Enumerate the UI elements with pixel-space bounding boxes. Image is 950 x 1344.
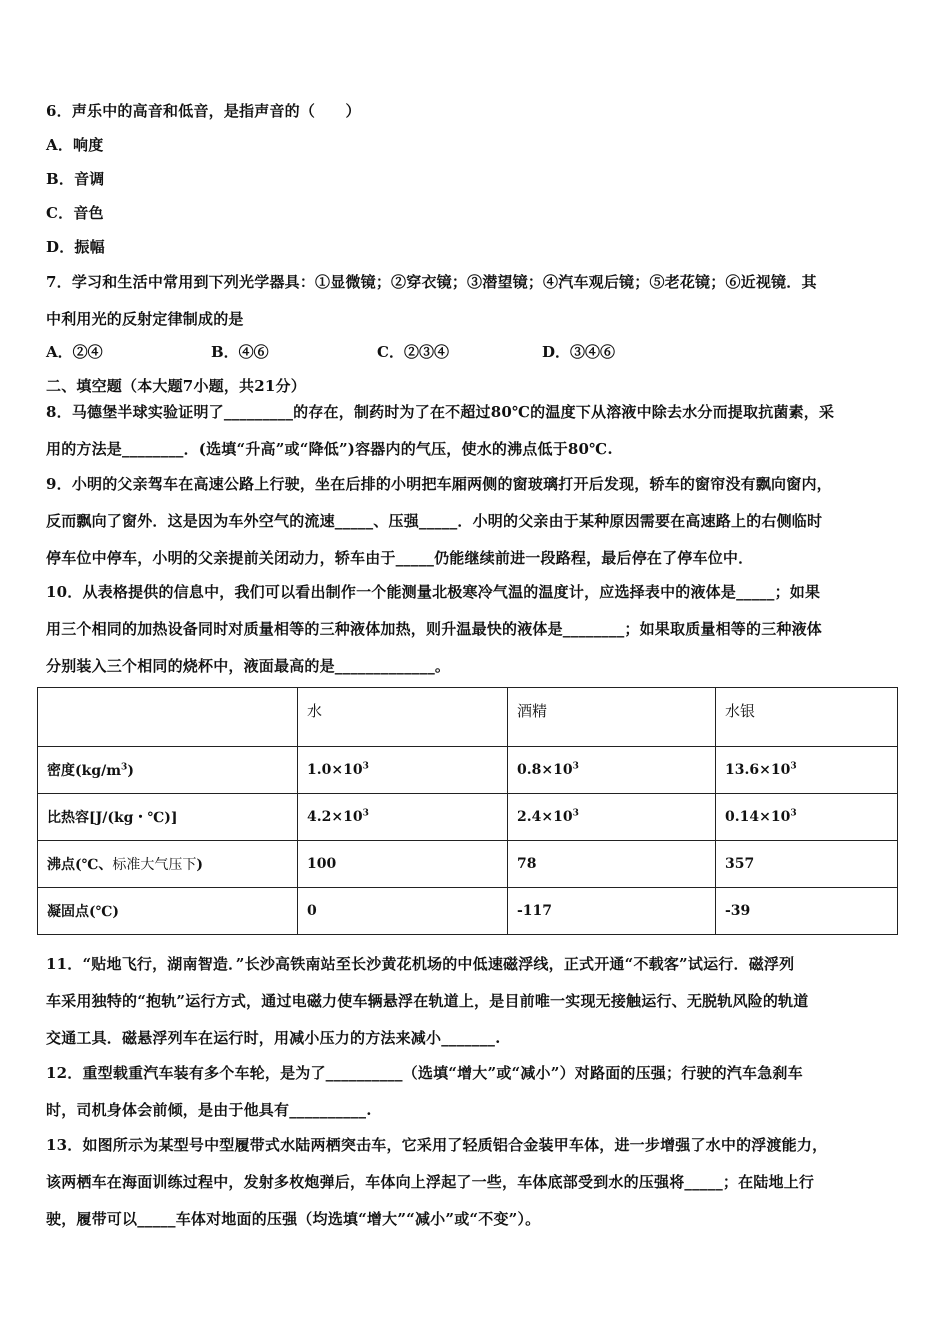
table-cell: $1.0\times 10^3$ <box>298 747 508 794</box>
liquid-properties-table <box>37 687 898 935</box>
section-title: 二、填空题（本大题7小题，共21分） <box>46 377 306 395</box>
q6-option-a: A．响度 <box>46 136 104 154</box>
q8-line2: 用的方法是________．(选填“升高”或“降低”)容器内的气压，使水的沸点低于80℃. <box>46 440 613 458</box>
q7-stem-line1: 7．学习和生活中常用到下列光学器具：①显微镜；②穿衣镜；③潜望镜；④汽车观后镜；⑤老花镜；⑥近视镜．其 <box>46 273 817 291</box>
q9-line1: 9．小明的父亲驾车在高速公路上行驶，坐在后排的小明把车厢两侧的窗玻璃打开后发现，轿车的窗帘没有飘向窗内， <box>46 475 832 493</box>
q12-line1: 12．重型载重汽车装有多个车轮，是为了__________（选填“增大”或“减小”）对路面的压强；行驶的汽车急刹车 <box>46 1064 803 1082</box>
q6-option-d: D．振幅 <box>46 238 105 256</box>
table-cell: $2.4\times 10^3$ <box>508 794 716 841</box>
table-row <box>38 747 898 794</box>
table-cell: $13.6\times 10^3$ <box>716 747 898 794</box>
table-row <box>38 841 898 888</box>
q9-line3: 停车位中停车，小明的父亲提前关闭动力，轿车由于_____仍能继续前进一段路程，最后停在了停车位中． <box>46 549 754 567</box>
table-cell: -39 <box>716 888 898 935</box>
table-cell: 357 <box>716 841 898 888</box>
q8-line1: 8．马德堡半球实验证明了_________的存在，制药时为了在不超过80℃的温度下从溶液中除去水分而提取抗菌素，采 <box>46 403 835 421</box>
q13-line1: 13．如图所示为某型号中型履带式水陆两栖突击车，它采用了轻质铝合金装甲车体，进一步增强了水中的浮渡能力， <box>46 1136 828 1154</box>
table-header-row <box>38 688 898 747</box>
row-label-specific-heat: 比热容[J/(kg・℃)] <box>38 794 298 841</box>
table-cell: $4.2\times 10^3$ <box>298 794 508 841</box>
row-label-density: 密度$(kg/m^3)$ <box>38 747 298 794</box>
q11-line3: 交通工具．磁悬浮列车在运行时，用减小压力的方法来减小_______. <box>46 1029 501 1047</box>
q11-line1: 11．“贴地飞行，湖南智造．”长沙高铁南站至长沙黄花机场的中低速磁浮线，正式开通“不载客”试运行．磁浮列 <box>46 955 795 973</box>
table-row <box>38 888 898 935</box>
table-cell: $0.8\times 10^3$ <box>508 747 716 794</box>
q7-stem-line2: 中利用光的反射定律制成的是 <box>46 310 244 328</box>
table-cell: -117 <box>508 888 716 935</box>
q7-option-c: C．②③④ <box>377 343 449 361</box>
q6-option-c: C．音色 <box>46 204 104 222</box>
q13-line2: 该两栖车在海面训练过程中，发射多枚炮弹后，车体向上浮起了一些，车体底部受到水的压强将_____；在陆地上行 <box>46 1173 815 1191</box>
q7-option-a: A．②④ <box>46 343 103 361</box>
q9-line2: 反而飘向了窗外．这是因为车外空气的流速_____、压强_____．小明的父亲由于某种原因需要在高速路上的右侧临时 <box>46 512 823 530</box>
table-cell: 100 <box>298 841 508 888</box>
table-cell: $0.14\times 10^3$ <box>716 794 898 841</box>
q6-stem: 6．声乐中的高音和低音，是指声音的（ ） <box>46 102 361 120</box>
q10-line2: 用三个相同的加热设备同时对质量相等的三种液体加热，则升温最快的液体是________；如果取质量相等的三种液体 <box>46 620 823 638</box>
table-header-cell: 水银 <box>716 688 898 747</box>
table-cell: 78 <box>508 841 716 888</box>
q13-line3: 驶，履带可以_____车体对地面的压强（均选填“增大”“减小”或“不变”）。 <box>46 1210 541 1228</box>
table-row <box>38 794 898 841</box>
row-label-boiling-point: 沸点(℃、标准大气压下) <box>38 841 298 888</box>
q12-line2: 时，司机身体会前倾，是由于他具有__________. <box>46 1101 372 1119</box>
q10-line1: 10．从表格提供的信息中，我们可以看出制作一个能测量北极寒冷气温的温度计，应选择表中的液体是_____；如果 <box>46 583 821 601</box>
q11-line2: 车采用独特的“抱轨”运行方式，通过电磁力使车辆悬浮在轨道上，是目前唯一实现无接触运行、无脱轨风险的轨道 <box>46 992 809 1010</box>
table-header-cell: 酒精 <box>508 688 716 747</box>
table-cell: 0 <box>298 888 508 935</box>
q7-option-d: D．③④⑥ <box>542 343 616 361</box>
table-header-cell <box>38 688 298 747</box>
q10-line3: 分别装入三个相同的烧杯中，液面最高的是_____________。 <box>46 657 451 675</box>
q7-option-b: B．④⑥ <box>211 343 269 361</box>
row-label-freezing-point: 凝固点(℃) <box>38 888 298 935</box>
table-header-cell: 水 <box>298 688 508 747</box>
q6-option-b: B．音调 <box>46 170 105 188</box>
